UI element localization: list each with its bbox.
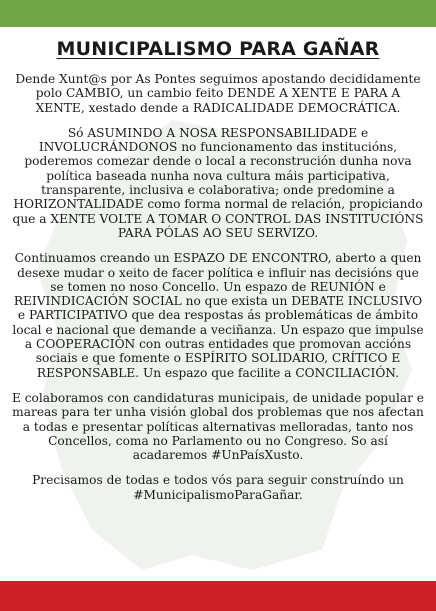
- paragraph-intro: Dende Xunt@s por As Pontes seguimos apostando decididamente polo CAMBIO, un cambio feito DENDE A XENTE E PARA A XENTE, xestado dende a RADICALIDADE DEMOCRÁTICA.: [15, 72, 421, 115]
- page-title: MUNICIPALISMO PARA GAÑAR: [56, 38, 380, 60]
- paragraph-meeting-space: Continuamos creando un ESPAZO DE ENCONTRO, aberto a quen desexe mudar o xeito de facer política e influir nas decisións que se tomen no noso Concello. Un espazo de REUNIÓN e REIVINDICACIÓN SOCIAL no que exista un DEBATE INCLUSIVO e PARTICIPATIVO que dea respostas ás problemáticas de ámbito local e nacional que demande a veciñanza. Un espazo que impulse a COOPERACIÓN con outras entidades que promovan accións sociais e que fomente o ESPÍRITO SOLIDARIO, CRÍTICO E RESPONSABLE. Un espazo que facilite a CONCILIACIÓN.: [12, 251, 424, 380]
- top-green-band: [0, 0, 436, 27]
- paragraph-closing: Precisamos de todas e todos vós para seguir construíndo un #MunicipalismoParaGañar.: [32, 473, 404, 502]
- bottom-red-band: [0, 581, 436, 611]
- paragraph-responsibility: Só ASUMINDO A NOSA RESPONSABILIDADE e INVOLUCRÁNDONOS no funcionamento das institucións, poderemos comezar dende o local a reconstrución dunha nova política baseada nunha nova cultura máis participativa, transparente, inclusiva e colaborativa; onde predomine a HORIZONTALIDADE como forma normal de relación, propiciando que a XENTE VOLTE A TOMAR O CONTROL DAS INSTITUCIÓNS PARA PÓLAS AO SEU SERVIZO.: [12, 125, 424, 240]
- paragraph-collaboration: E colaboramos con candidaturas municipais, de unidade popular e mareas para ter unha visión global dos problemas que nos afectan a todas e presentar políticas alternativas melloradas, tanto nos Concellos, coma no Parlamento ou no Congreso. So así acadaremos #UnPaísXusto.: [11, 390, 425, 463]
- main-content: [10, 38, 426, 513]
